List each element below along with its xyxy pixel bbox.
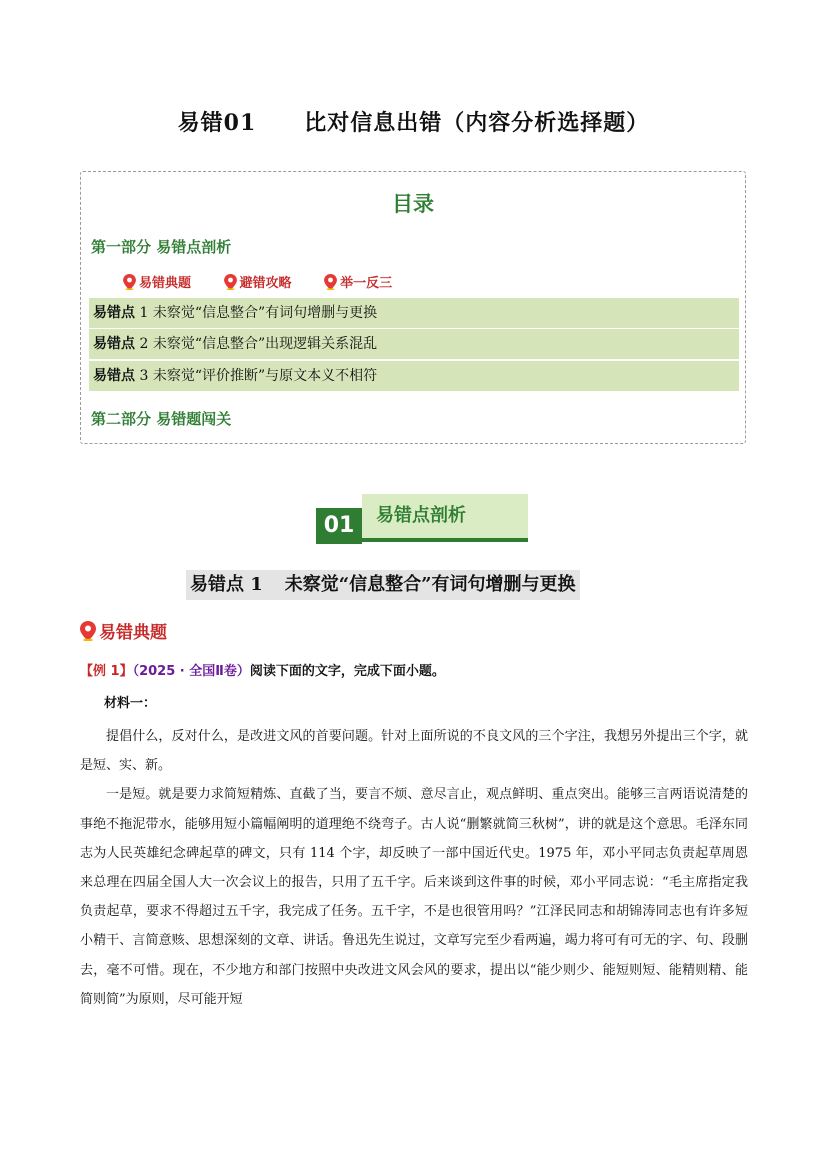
section-title	[186, 570, 580, 600]
toc-row-text: 未察觉“信息整合”有词句增删与更换	[152, 305, 378, 321]
toc-tag-label: 举一反三	[340, 276, 393, 291]
toc-row-text: 未察觉“信息整合”出现逻辑关系混乱	[152, 336, 378, 352]
example-number: 【例 1】	[80, 664, 133, 679]
toc-row-key: 易错点	[93, 368, 135, 384]
toc-row-3[interactable]	[89, 361, 739, 391]
material-label: 材料一：	[104, 696, 157, 711]
toc-tag-strategy[interactable]	[224, 272, 292, 291]
typical-question-label	[80, 618, 167, 643]
toc-row-text: 未察觉“评价推断”与原文本义不相符	[152, 368, 378, 384]
toc-heading: 目录	[392, 192, 434, 216]
page-title	[0, 106, 827, 137]
passage-paragraph: 提倡什么，反对什么，是改进文风的首要问题。针对上面所说的不良文风的三个字注，我想另外提出三个字，就是短、实、新。	[80, 729, 748, 774]
toc-row-num: 2	[139, 336, 149, 352]
location-pin-icon	[123, 274, 136, 290]
table-of-contents	[80, 171, 746, 444]
section-text: 未察觉“信息整合”有词句增删与更换	[284, 574, 576, 595]
location-pin-icon	[324, 274, 337, 290]
toc-row-num: 3	[139, 368, 149, 384]
toc-tag-typical[interactable]	[123, 272, 191, 291]
toc-part2-link[interactable]: 第二部分 易错题闯关	[91, 410, 232, 428]
location-pin-icon	[224, 274, 237, 290]
toc-row-key: 易错点	[93, 305, 135, 321]
location-pin-icon	[80, 621, 96, 641]
section-banner	[316, 494, 516, 544]
toc-row-2[interactable]	[89, 329, 739, 359]
banner-label: 易错点剖析	[362, 494, 528, 542]
toc-tag-label: 易错典题	[139, 276, 192, 291]
toc-tag-practice[interactable]	[324, 272, 392, 291]
example-instruction: 阅读下面的文字，完成下面小题。	[249, 664, 445, 679]
section-key: 易错点 1	[190, 574, 263, 595]
toc-tag-label: 避错攻略	[239, 276, 292, 291]
title-text: 比对信息出错（内容分析选择题）	[304, 110, 650, 136]
typical-label-text: 易错典题	[99, 623, 167, 643]
passage	[80, 722, 748, 1014]
toc-part1-link[interactable]: 第一部分 易错点剖析	[91, 238, 232, 256]
example-heading	[80, 660, 445, 679]
toc-row-num: 1	[139, 305, 149, 321]
example-source: （2025 · 全国Ⅱ卷）	[132, 664, 250, 679]
toc-row-1[interactable]	[89, 298, 739, 328]
passage-paragraph: 一是短。就是要力求简短精炼、直截了当，要言不烦、意尽言止，观点鲜明、重点突出。能够三言两语说清楚的事绝不拖泥带水，能够用短小篇幅阐明的道理绝不绕弯子。古人说“删繁就简三秋树”，讲的就是这个意思。毛泽东同志为人民英雄纪念碑起草的碑文，只有 114 个字，却反映了一部中国近代史。1975 年，邓小平同志负责起草周恩来总理在四届全国人大一次会议上的报告，只用了五千字。后来谈到这件事的时候，邓小平同志说：“毛主席指定我负责起草，要求不得超过五千字，我完成了任务。五千字，不是也很管用吗？”江泽民同志和胡锦涛同志也有许多短小精干、言简意赅、思想深刻的文章、讲话。鲁迅先生说过，文章写完至少看两遍，竭力将可有可无的字、句、段删去，毫不可惜。现在，不少地方和部门按照中央改进文风会风的要求，提出以“能少则少、能短则短、能精则精、能简则简”为原则，尽可能开短	[80, 787, 748, 1007]
banner-number: 01	[316, 508, 362, 544]
toc-tags	[123, 272, 420, 294]
title-code: 易错01	[177, 110, 257, 136]
toc-row-key: 易错点	[93, 336, 135, 352]
